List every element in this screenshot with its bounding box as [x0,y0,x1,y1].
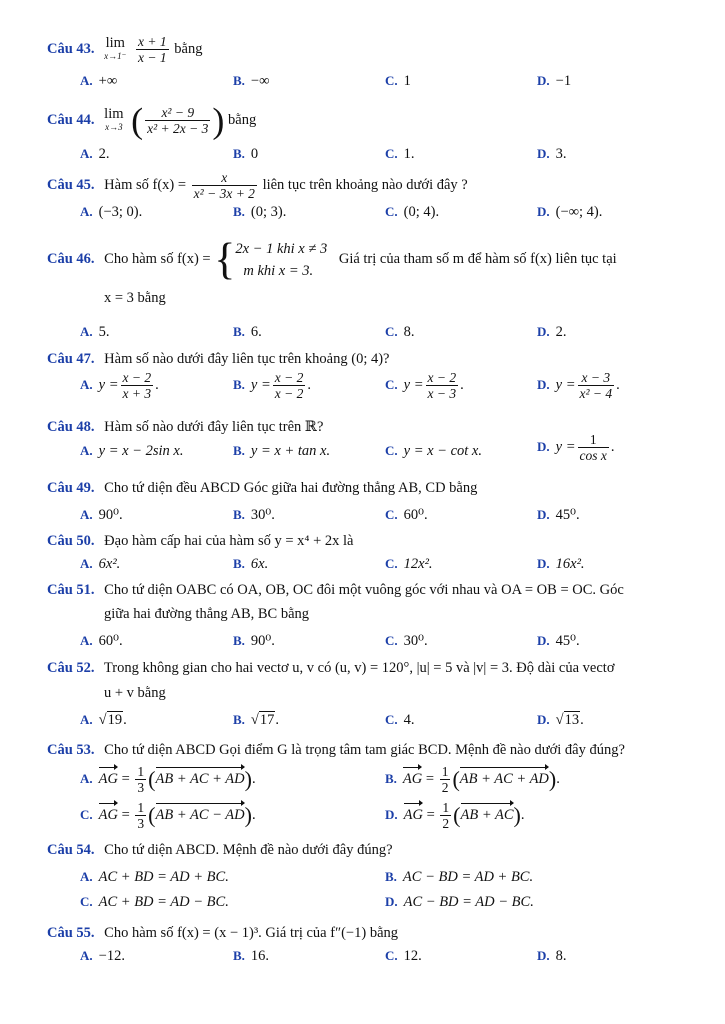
option-b[interactable]: B. 6. [233,324,262,340]
option-c[interactable]: C. 12. [385,948,422,964]
question-text: Cho tứ diện ABCD Gọi điểm G là trọng tâm tam giác BCD. Mệnh đề nào dưới đây đúng? [104,742,625,758]
question-51-line2: giữa hai đường thẳng AB, BC bằng [104,606,310,622]
option-b[interactable]: B. √17. [233,712,280,728]
option-a[interactable]: A. y = $\frac{x - 2}{x + 3}$ . [80,370,159,401]
question-tail: Giá trị của tham số m để hàm số f(x) liên tục tại [338,251,617,267]
question-text: Đạo hàm cấp hai của hàm số y = x⁴ + 2x là [104,533,354,549]
option-b[interactable]: B. 6x. [233,556,269,572]
option-c[interactable]: C. 30⁰. [385,633,428,649]
question-tail: bằng [228,112,257,128]
option-d[interactable]: D. (−∞; 4). [537,204,603,220]
question-tail: bằng [174,40,203,57]
option-d[interactable]: D. 3. [537,146,567,162]
limit-operator: lim x→3 [104,105,124,132]
option-a[interactable]: A. 2. [80,146,110,162]
question-text: Cho tứ diện ABCD. Mệnh đề nào dưới đây đúng? [104,842,393,858]
question-text: Cho hàm số f(x) = (x − 1)³. Giá trị của f″(−1) bằng [104,925,399,941]
question-number: Câu 51. [47,582,95,598]
question-text: Hàm số f(x) = [104,177,187,193]
question-52 [47,658,675,678]
option-b[interactable]: B. 16. [233,948,270,964]
question-46: Câu 46. Cho hàm số f(x) = { 2x − 1 khi x ≠ 3 m khi x = 3. Giá trị của tham số m để hàm số f(x) liên tục tại [47,234,617,284]
option-a[interactable]: A. 6x². [80,556,121,572]
option-c[interactable]: C. AC + BD = AD − BC. [80,894,229,910]
option-b[interactable]: B. y = $\frac{x - 2}{x - 2}$ . [233,370,312,401]
question-number: Câu 50. [47,533,95,549]
option-c[interactable]: C. 12x². [385,556,433,572]
option-d[interactable]: D. 8. [537,948,567,964]
question-number: Câu 53. [47,742,95,758]
option-c[interactable]: C. 1. [385,146,415,162]
option-b[interactable]: B. y = x + tan x. [233,443,331,459]
question-text: Cho hàm số f(x) = [104,251,211,267]
fraction: $\frac{\text{x² − 9}}{\text{x² + 2x − 3}}$ [147,105,209,137]
question-text: Cho tứ diện OABC có OA, OB, OC đôi một vuông góc với nhau và OA = OB = OC. Góc [104,582,624,598]
question-55 [47,923,675,943]
option-a[interactable]: A. 5. [80,324,110,340]
option-c[interactable]: C. (0; 4). [385,204,440,220]
option-c[interactable]: C. 1 [385,73,411,89]
option-a[interactable]: A. 90⁰. [80,507,123,523]
question-number: Câu 43. [47,40,95,57]
option-c[interactable]: C. 60⁰. [385,507,428,523]
option-d[interactable]: D. y = $\frac{x - 3}{\text{x² − 4}}$ . [537,370,620,401]
limit-operator: lim x→1⁻ [104,34,127,61]
option-b[interactable]: B. −∞ [233,73,270,89]
question-53 [47,740,675,760]
option-b[interactable]: B. 30⁰. [233,507,275,523]
question-44: Câu 44. lim x→3 ( $\frac{\text{x² − 9}}{\text{x² + 2x − 3}}$ ) bằng [47,100,257,141]
option-b[interactable]: B. (0; 3). [233,204,287,220]
option-a[interactable]: A. √19. [80,712,127,728]
option-a[interactable]: A. (−3; 0). [80,204,143,220]
option-a[interactable]: A. AC + BD = AD + BC. [80,869,229,885]
question-54 [47,840,675,860]
option-a[interactable]: A. +∞ [80,73,118,89]
question-46-line2: x = 3 bằng [104,290,166,306]
fraction: $\frac{x}{\text{x² − 3x + 2}}$ [193,170,255,202]
question-45 [47,168,675,202]
question-text: Trong không gian cho hai vectơ u, v có (u, v) = 120°, |u| = 5 và |v| = 3. Độ dài của vectơ [103,660,615,676]
option-c[interactable]: C. y = x − cot x. [385,443,482,459]
question-52-line2: u + v bằng [104,685,166,701]
option-b[interactable]: B. 0 [233,146,259,162]
question-number: Câu 45. [47,177,95,193]
question-text: Hàm số nào dưới đây liên tục trên ℝ? [104,419,324,435]
question-43 [47,34,675,65]
option-d[interactable]: D. y = $\frac{1}{\text{cos x}}$ . [537,432,615,463]
question-text: Hàm số nào dưới đây liên tục trên khoảng (0; 4)? [104,351,390,367]
option-d[interactable]: D. −1 [537,73,572,89]
option-b[interactable]: B. 90⁰. [233,633,275,649]
question-number: Câu 52. [47,660,95,676]
option-b[interactable]: B. AC − BD = AD + BC. [385,869,534,885]
option-c[interactable]: C. 8. [385,324,415,340]
option-a[interactable]: A. 60⁰. [80,633,123,649]
question-number: Câu 46. [47,251,95,267]
option-d[interactable]: D. AG = $\frac{1}{2}$ (AB + AC). [385,800,525,831]
piecewise-cases: 2x − 1 khi x ≠ 3 m khi x = 3. [235,240,328,279]
option-d[interactable]: D. 45⁰. [537,507,580,523]
option-c[interactable]: C. 4. [385,712,415,728]
option-d[interactable]: D. AC − BD = AD − BC. [385,894,534,910]
option-a[interactable]: A. AG = $\frac{1}{3}$ (AB + AC + AD). [80,764,256,795]
option-a[interactable]: A. y = x − 2sin x. [80,443,184,459]
question-tail: liên tục trên khoảng nào dưới đây ? [262,177,468,193]
question-number: Câu 44. [47,112,95,128]
question-number: Câu 54. [47,842,95,858]
question-50 [47,531,675,551]
option-b[interactable]: B. AG = $\frac{1}{2}$ (AB + AC + AD). [385,764,560,795]
question-number: Câu 48. [47,419,95,435]
question-47 [47,349,675,369]
fraction: $\frac{x + 1}{x - 1}$ [138,34,167,65]
question-text: Cho tứ diện đều ABCD Góc giữa hai đường thẳng AB, CD bằng [104,480,478,496]
option-d[interactable]: D. 2. [537,324,567,340]
option-d[interactable]: D. √13. [537,712,584,728]
option-c[interactable]: C. y = $\frac{x - 2}{x - 3}$ . [385,370,464,401]
question-number: Câu 47. [47,351,95,367]
question-number: Câu 49. [47,480,95,496]
option-d[interactable]: D. 45⁰. [537,633,580,649]
option-d[interactable]: D. 16x². [537,556,585,572]
question-51 [47,580,675,600]
option-c[interactable]: C. AG = $\frac{1}{3}$ (AB + AC − AD). [80,800,256,831]
question-number: Câu 55. [47,925,95,941]
option-a[interactable]: A. −12. [80,948,125,964]
question-49 [47,478,675,498]
